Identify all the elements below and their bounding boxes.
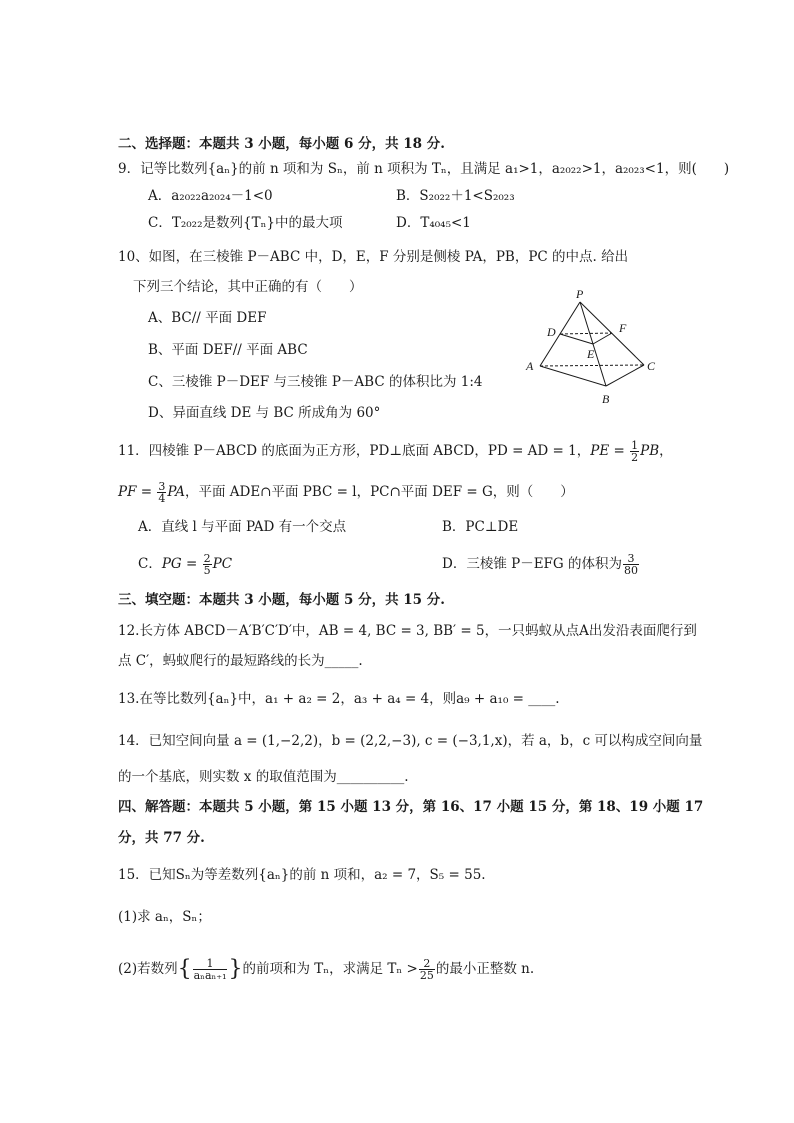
edge-de xyxy=(560,334,593,344)
q11-option-d: D．三棱锥 P－EFG 的体积为 $\frac{3}{80}$ xyxy=(442,552,638,577)
q9-option-b: B．S₂₀₂₂＋1<S₂₀₂₃ xyxy=(396,188,515,204)
fraction-one-half: $\frac{1}{2}$ xyxy=(631,439,639,464)
q14-line1: 14．已知空间向量 a = (1,−2,2)，b = (2,2,−3), c = (−3,1,x)，若 a，b，c 可以构成空间向量 xyxy=(118,733,703,749)
vector-pa: PA xyxy=(167,484,185,500)
q11-stem-line2: PF = $\frac{3}{4}$ PA，平面 ADE∩平面 PBC = l，PC∩平面 DEF = G，则（ ） xyxy=(118,480,574,505)
label-c: C xyxy=(647,359,656,373)
vector-pf: PF xyxy=(118,484,137,500)
fraction-three-quarters: $\frac{3}{4}$ xyxy=(158,480,166,505)
q9-option-c: C．T₂₀₂₂是数列{Tₙ}中的最大项 xyxy=(148,215,343,231)
q14-line2: 的一个基底，则实数 x 的取值范围为__________. xyxy=(118,769,409,785)
vector-pg: PG xyxy=(161,556,182,572)
q9-stem: 9．记等比数列{aₙ}的前 n 项和为 Sₙ，前 n 项积为 Tₙ，且满足 a₁>1，a₂₀₂₂>1，a₂₀₂₃<1，则( ) xyxy=(118,161,730,177)
q10-option-d: D、异面直线 DE 与 BC 所成角为 60° xyxy=(148,405,381,421)
q10-option-b: B、平面 DEF// 平面 ABC xyxy=(148,342,308,358)
edge-ac-hidden xyxy=(540,365,644,366)
q12-line1: 12.长方体 ABCD－A′B′C′D′中，AB = 4, BC = 3, BB′ = 5，一只蚂蚁从点A出发沿表面爬行到 xyxy=(118,623,697,639)
vector-pb: PB xyxy=(640,443,660,459)
label-p: P xyxy=(576,287,584,301)
q10-stem-line2: 下列三个结论，其中正确的有（ ） xyxy=(133,279,363,295)
label-d: D xyxy=(547,325,556,339)
edge-df-hidden xyxy=(560,333,612,334)
fraction-sequence-term: $\frac{1}{\text{aₙaₙ₊₁}}$ xyxy=(193,957,227,982)
q11-option-b: B．PC⊥DE xyxy=(442,519,519,535)
q13-text: 13.在等比数列{aₙ}中，a₁ + a₂ = 2，a₃ + a₄ = 4，则a₉ + a₁₀ = ____. xyxy=(118,691,560,707)
section-4-heading-line1: 四、解答题：本题共 5 小题，第 15 小题 13 分，第 16、17 小题 15 分，第 18、19 小题 17 xyxy=(118,799,704,815)
edge-ef xyxy=(593,333,612,344)
q11-option-a: A．直线 l 与平面 PAD 有一个交点 xyxy=(138,519,347,535)
q11-stem-rest: ，平面 ADE∩平面 PBC = l，PC∩平面 DEF = G，则（ ） xyxy=(184,484,574,500)
section-2-heading: 二、选择题：本题共 3 小题，每小题 6 分，共 18 分. xyxy=(118,136,445,152)
section-3-heading: 三、填空题：本题共 3 小题，每小题 5 分，共 15 分. xyxy=(118,592,445,608)
q11-option-c: C．PG = $\frac{2}{5}$ PC xyxy=(138,552,233,577)
fraction-three-eightieths: $\frac{3}{80}$ xyxy=(624,552,638,577)
q10-option-a: A、BC// 平面 DEF xyxy=(148,310,267,326)
fraction-two-twentyfifths: $\frac{2}{25}$ xyxy=(419,957,434,982)
fraction-two-fifths: $\frac{2}{5}$ xyxy=(203,552,211,577)
equals: = xyxy=(609,443,630,459)
vector-pc: PC xyxy=(212,556,233,572)
label-a: A xyxy=(526,359,534,373)
q10-option-c: C、三棱锥 P－DEF 与三棱锥 P－ABC 的体积比为 1:4 xyxy=(148,374,483,390)
q15-part1: (1)求 aₙ，Sₙ； xyxy=(118,909,211,925)
q15-part2: (2)若数列{ $\frac{1}{\text{aₙaₙ₊₁}}$ }的前项和为 Tₙ，求满足 Tₙ > $\frac{2}{25}$ 的最小正整数 n. xyxy=(118,956,535,982)
label-e: E xyxy=(587,347,595,361)
q11-stem-line1: 11．四棱锥 P－ABCD 的底面为正方形，PD⊥底面 ABCD，PD = AD = 1，PE = $\frac{1}{2}$ PB， xyxy=(118,439,673,464)
label-f: F xyxy=(619,321,627,335)
label-b: B xyxy=(602,392,610,406)
edge-ab xyxy=(540,366,606,386)
q9-option-a: A．a₂₀₂₂a₂₀₂₄－1<0 xyxy=(148,188,273,204)
vector-pe: PE xyxy=(590,443,610,459)
section-4-heading-line2: 分，共 77 分. xyxy=(118,830,205,846)
pyramid-figure xyxy=(518,286,664,410)
q12-line2: 点 C′，蚂蚁爬行的最短路线的长为_____. xyxy=(118,653,363,669)
q9-option-d: D．T₄₀₄₅<1 xyxy=(396,215,471,231)
q10-stem-line1: 10、如图，在三棱锥 P－ABC 中，D，E，F 分别是侧棱 PA，PB，PC 的中点. 给出 xyxy=(118,249,629,265)
q15-stem: 15．已知Sₙ为等差数列{aₙ}的前 n 项和，a₂ = 7，S₅ = 55. xyxy=(118,867,486,883)
edge-bc xyxy=(606,365,644,386)
q11-stem-text: 11．四棱锥 P－ABCD 的底面为正方形，PD⊥底面 ABCD，PD = AD = 1， xyxy=(118,443,591,459)
